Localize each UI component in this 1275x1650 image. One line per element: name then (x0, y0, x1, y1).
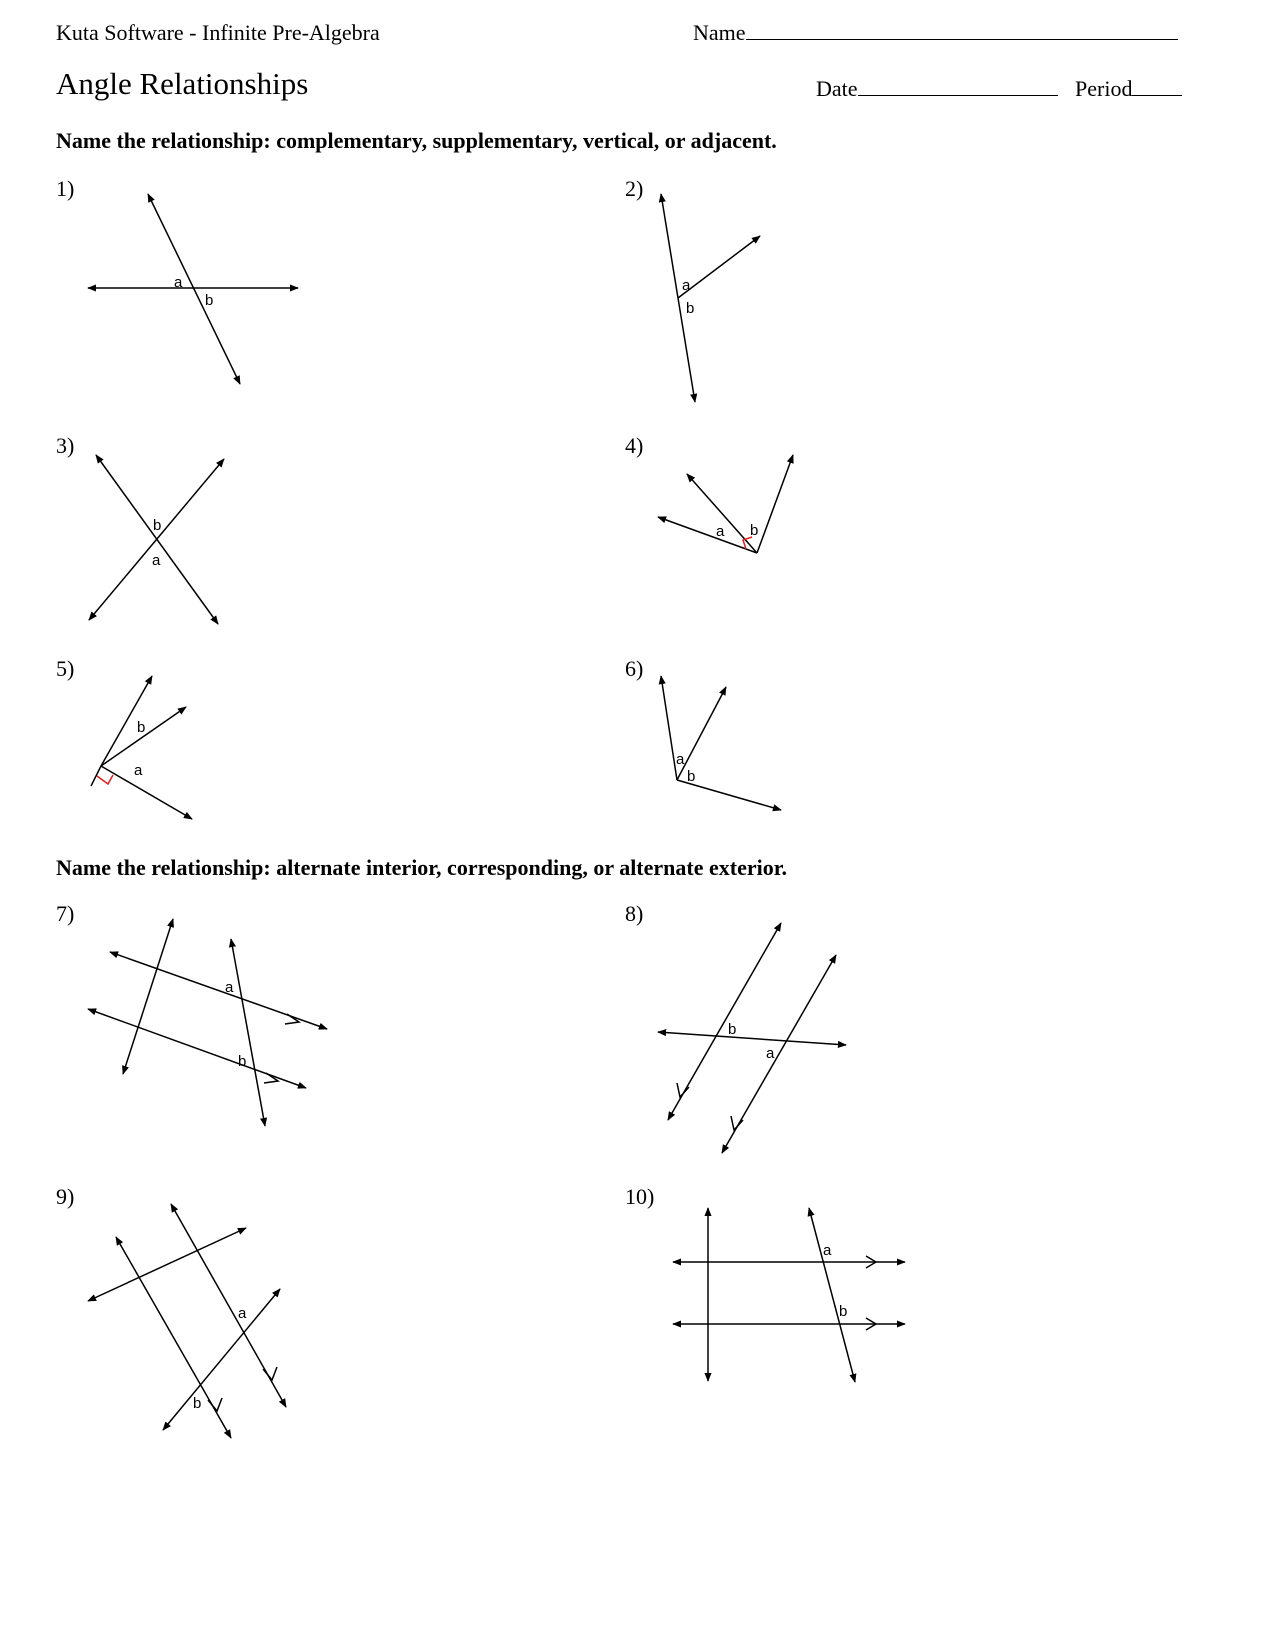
figure-1 (88, 194, 298, 384)
problem-3-number: 3) (56, 433, 75, 458)
section-1-instruction: Name the relationship: complementary, supplementary, vertical, or adjacent. (56, 128, 777, 153)
figure-2 (661, 194, 760, 402)
figure-8 (658, 923, 846, 1153)
figure-7 (88, 919, 327, 1126)
name-label: Name (693, 20, 746, 45)
problem-5-label-a: a (134, 762, 143, 779)
figure-4 (658, 455, 793, 553)
problem-3-label-a: a (152, 552, 161, 569)
figure-10 (673, 1208, 905, 1382)
problem-9-number: 9) (56, 1184, 75, 1209)
period-label: Period (1075, 76, 1133, 101)
problem-9-label-a: a (238, 1305, 247, 1322)
problem-6-number: 6) (625, 656, 644, 681)
problem-2-number: 2) (625, 176, 644, 201)
problem-5-number: 5) (56, 656, 75, 681)
problem-2-label-b: b (686, 300, 695, 317)
figure-6 (661, 676, 781, 810)
problem-6-label-b: b (687, 768, 696, 785)
problem-6-label-a: a (676, 751, 685, 768)
problem-4-number: 4) (625, 433, 644, 458)
problem-9-label-b: b (193, 1395, 202, 1412)
figure-5 (91, 676, 192, 819)
problem-8-number: 8) (625, 901, 644, 926)
problem-7-label-a: a (225, 979, 234, 996)
worksheet-source: Kuta Software - Infinite Pre-Algebra (56, 20, 380, 45)
problem-7-number: 7) (56, 901, 75, 926)
problem-8-label-b: b (728, 1021, 737, 1038)
problem-4-label-a: a (716, 523, 725, 540)
problem-8-label-a: a (766, 1045, 775, 1062)
problem-5-label-b: b (137, 719, 146, 736)
figure-3 (89, 455, 224, 624)
problem-4-label-b: b (750, 522, 759, 539)
section-2-instruction: Name the relationship: alternate interior, corresponding, or alternate exterior. (56, 855, 787, 880)
problem-2-label-a: a (682, 277, 691, 294)
problem-7-label-b: b (238, 1053, 247, 1070)
page-title: Angle Relationships (56, 66, 309, 101)
problem-1-label-a: a (174, 274, 183, 291)
figure-9 (88, 1204, 286, 1438)
problem-1-number: 1) (56, 176, 75, 201)
date-label: Date (816, 76, 858, 101)
problem-10-label-b: b (839, 1303, 848, 1320)
problem-10-label-a: a (823, 1242, 832, 1259)
problem-1-label-b: b (205, 292, 214, 309)
problem-10-number: 10) (625, 1184, 655, 1209)
problem-3-label-b: b (153, 517, 162, 534)
